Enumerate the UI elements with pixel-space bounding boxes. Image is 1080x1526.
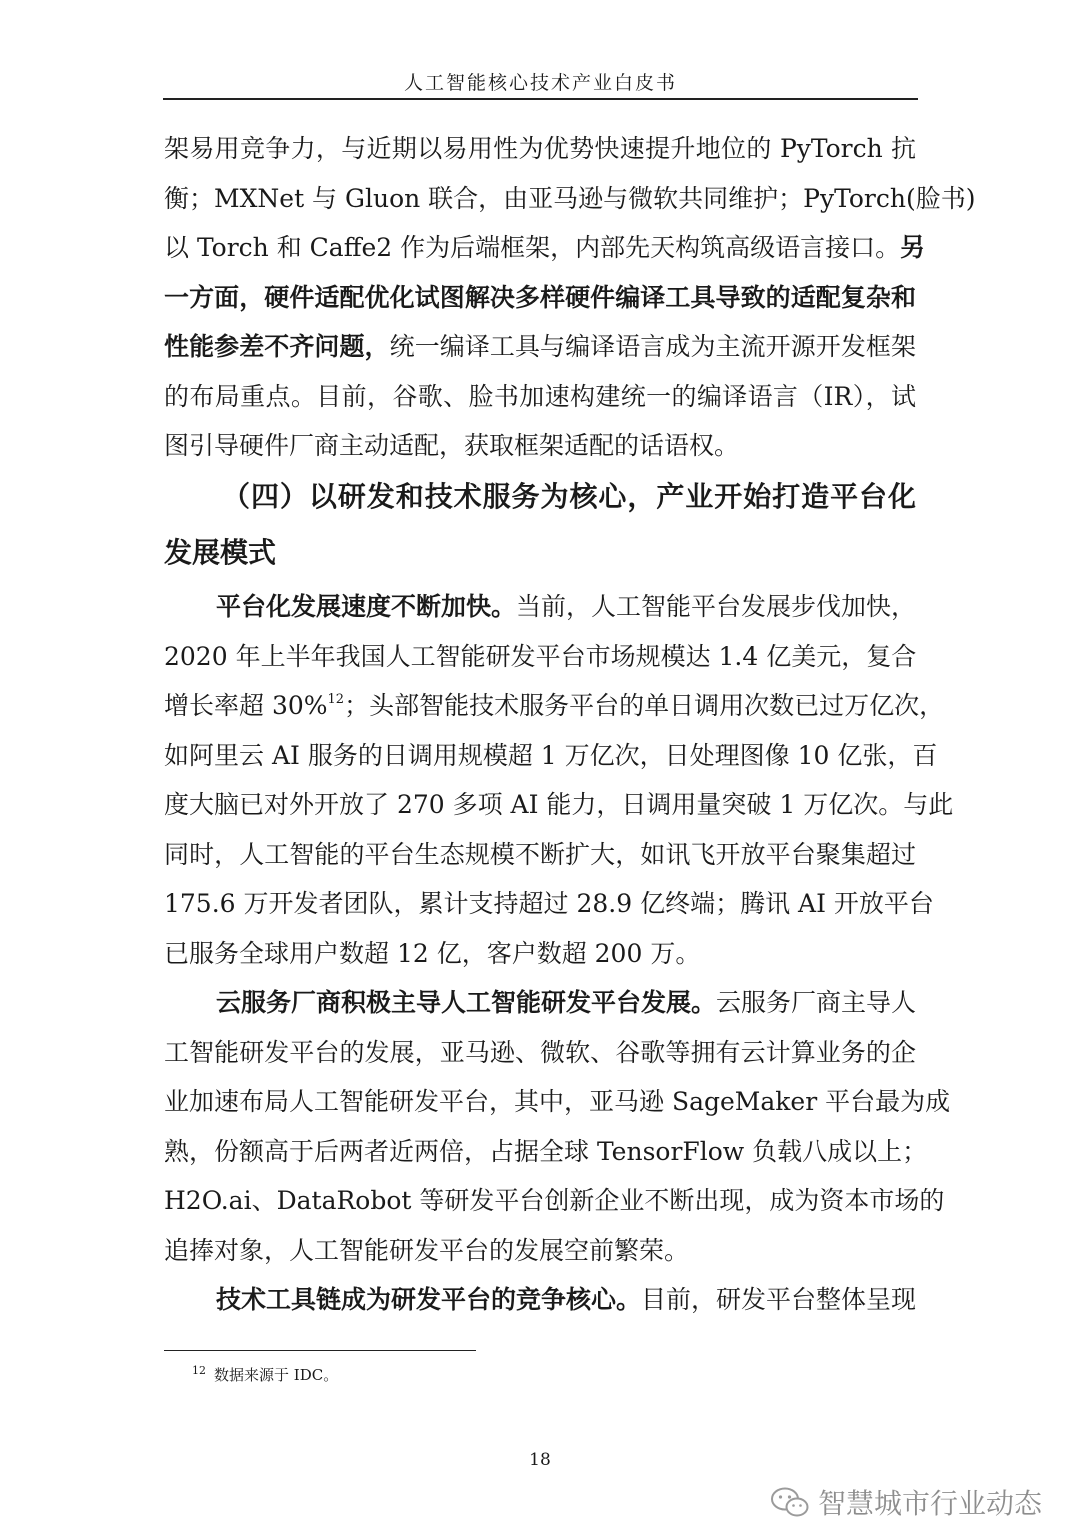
section-heading: （四）以研发和技术服务为核心，产业开始打造平台化 (222, 480, 916, 513)
body-line (164, 689, 945, 723)
text-run: 统一编译工具与编译语言成为主流开源开发框架 (389, 332, 916, 361)
footnote-text: 数据来源于 IDC。 (214, 1366, 339, 1384)
text-run: 当前，人工智能平台发展步伐加快， (516, 592, 917, 621)
text-run: 增长率超 30% (164, 691, 328, 720)
footnote (192, 1364, 338, 1386)
bold-run: 另 (900, 233, 926, 262)
body-line: 追捧对象，人工智能研发平台的发展空前繁荣。 (164, 1236, 690, 1265)
body-line: 工智能研发平台的发展，亚马逊、微软、谷歌等拥有云计算业务的企 (164, 1038, 916, 1067)
body-line (164, 330, 916, 364)
paragraph-first-line (216, 1283, 916, 1317)
page-number: 18 (529, 1450, 551, 1470)
footnote-rule (164, 1350, 476, 1351)
body-line: 业加速布局人工智能研发平台，其中，亚马逊 SageMaker 平台最为成 (164, 1087, 951, 1116)
body-line: 175.6 万开发者团队，累计支持超过 28.9 亿终端；腾讯 AI 开放平台 (164, 889, 934, 918)
body-line: 如阿里云 AI 服务的日调用规模超 1 万亿次，日处理图像 10 亿张，百 (164, 741, 938, 770)
watermark (770, 1482, 1042, 1522)
header-rule (163, 98, 918, 100)
footnote-number: 12 (192, 1364, 206, 1377)
paragraph-first-line (216, 590, 916, 624)
watermark-text: 智慧城市行业动态 (817, 1487, 1042, 1520)
body-line: H2O.ai、DataRobot 等研发平台创新企业不断出现，成为资本市场的 (164, 1186, 945, 1215)
body-line (164, 231, 926, 265)
text-run: ；头部智能技术服务平台的单日调用次数已过万亿次， (344, 691, 945, 720)
paragraph-lead: 技术工具链成为研发平台的竞争核心。 (216, 1285, 642, 1314)
running-header: 人工智能核心技术产业白皮书 (403, 72, 677, 94)
text-run: 以 Torch 和 Caffe2 作为后端框架，内部先天构筑高级语言接口。 (164, 233, 901, 262)
body-line: 度大脑已对外开放了 270 多项 AI 能力，日调用量突破 1 万亿次。与此 (164, 790, 954, 819)
bold-run: 性能参差不齐问题， (164, 332, 390, 361)
body-line: 一方面，硬件适配优化试图解决多样硬件编译工具导致的适配复杂和 (164, 283, 916, 312)
paragraph-lead: 云服务厂商积极主导人工智能研发平台发展。 (216, 988, 717, 1017)
body-line: 衡；MXNet 与 Gluon 联合，由亚马逊与微软共同维护；PyTorch(脸书) (164, 184, 976, 213)
body-line: 已服务全球用户数超 12 亿，客户数超 200 万。 (164, 939, 701, 968)
body-line: 的布局重点。目前，谷歌、脸书加速构建统一的编译语言（IR），试 (164, 382, 916, 411)
text-run: 目前，研发平台整体呈现 (641, 1285, 917, 1314)
body-line: 同时，人工智能的平台生态规模不断扩大，如讯飞开放平台聚集超过 (164, 840, 916, 869)
body-line: 图引导硬件厂商主动适配，获取框架适配的话语权。 (164, 431, 740, 460)
paragraph-lead: 平台化发展速度不断加快。 (216, 592, 517, 621)
text-run: 云服务厂商主导人 (716, 988, 917, 1017)
body-line: 2020 年上半年我国人工智能研发平台市场规模达 1.4 亿美元，复合 (164, 642, 917, 671)
body-line: 架易用竞争力，与近期以易用性为优势快速提升地位的 PyTorch 抗 (164, 134, 916, 163)
wechat-icon (770, 1486, 810, 1518)
section-heading-cont: 发展模式 (164, 536, 277, 569)
paragraph-first-line (216, 986, 916, 1020)
footnote-ref: 12 (327, 692, 345, 707)
body-line: 熟，份额高于后两者近两倍，占据全球 TensorFlow 负载八成以上； (164, 1137, 928, 1166)
